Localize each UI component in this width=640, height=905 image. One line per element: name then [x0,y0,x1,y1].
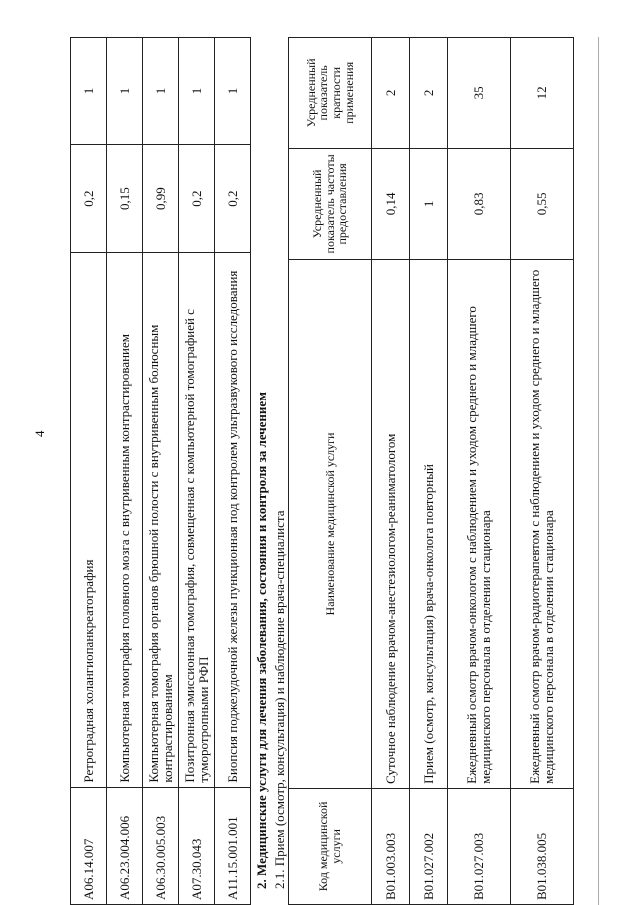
service-name: Компьютерная томография головного мозга с внутривенным контрастированием [107,253,143,787]
table-row [410,38,448,905]
service-name: Позитронная эмиссионная томография, совмещенная с компьютерной томографией с туморотропными РФП [179,253,215,787]
subsection-title: 2.1. Прием (осмотр, консультация) и наблюдение врача-специалиста [272,510,287,889]
frequency-value: 0,55 [511,148,574,259]
multiplicity-value: 2 [410,38,448,149]
header-frequency: Усредненный показатель частоты предоставления [289,148,372,259]
services-table-continued [70,37,251,905]
frequency-value: 0,2 [71,145,107,253]
header-code: Код медицинской услуги [289,788,372,904]
specialist-services-table [288,37,574,905]
service-code: A07.30.043 [179,787,215,904]
multiplicity-value: 1 [179,38,215,145]
table-row [143,38,179,905]
page-number: 4 [32,430,47,437]
multiplicity-value: 12 [511,38,574,149]
service-name: Ежедневный осмотр врачом-радиотерапевтом с наблюдением и уходом среднего и младшего медицинского персонала в отделении стационара [511,260,574,789]
service-code: B01.003.003 [372,788,410,904]
service-code: B01.027.003 [448,788,511,904]
scan-edge-line [598,37,599,905]
frequency-value: 0,83 [448,148,511,259]
frequency-value: 0,15 [107,145,143,253]
frequency-value: 1 [410,148,448,259]
frequency-value: 0,2 [215,145,251,253]
table-row [107,38,143,905]
header-name: Наименование медицинской услуги [289,260,372,789]
table-row [372,38,410,905]
section-title: 2. Медицинские услуги для лечения заболевания, состояния и контроля за лечением [254,391,269,889]
service-code: A06.30.005.003 [143,787,179,904]
frequency-value: 0,14 [372,148,410,259]
table-row [215,38,251,905]
service-code: B01.027.002 [410,788,448,904]
service-name: Ежедневный осмотр врачом-онкологом с наблюдением и уходом среднего и младшего медицинского персонала в отделении стационара [448,260,511,789]
frequency-value: 0,2 [179,145,215,253]
multiplicity-value: 1 [143,38,179,145]
table-row [511,38,574,905]
table-row [71,38,107,905]
header-multiplicity: Усредненный показатель кратности применения [289,38,372,149]
multiplicity-value: 2 [372,38,410,149]
service-name: Компьютерная томография органов брюшной полости с внутривенным болюсным контрастированием [143,253,179,787]
table-row [448,38,511,905]
service-name: Прием (осмотр, консультация) врача-онколога повторный [410,260,448,789]
multiplicity-value: 1 [71,38,107,145]
service-code: B01.038.005 [511,788,574,904]
multiplicity-value: 1 [215,38,251,145]
service-name: Суточное наблюдение врачом-анестезиологом-реаниматологом [372,260,410,789]
multiplicity-value: 1 [107,38,143,145]
multiplicity-value: 35 [448,38,511,149]
table-header-row [289,38,372,905]
service-code: A11.15.001.001 [215,787,251,904]
service-code: A06.14.007 [71,787,107,904]
service-name: Биопсия поджелудочной железы пункционная под контролем ультразвукового исследования [215,253,251,787]
frequency-value: 0,99 [143,145,179,253]
service-name: Ретроградная холангиопанкреатография [71,253,107,787]
table-row [179,38,215,905]
service-code: A06.23.004.006 [107,787,143,904]
